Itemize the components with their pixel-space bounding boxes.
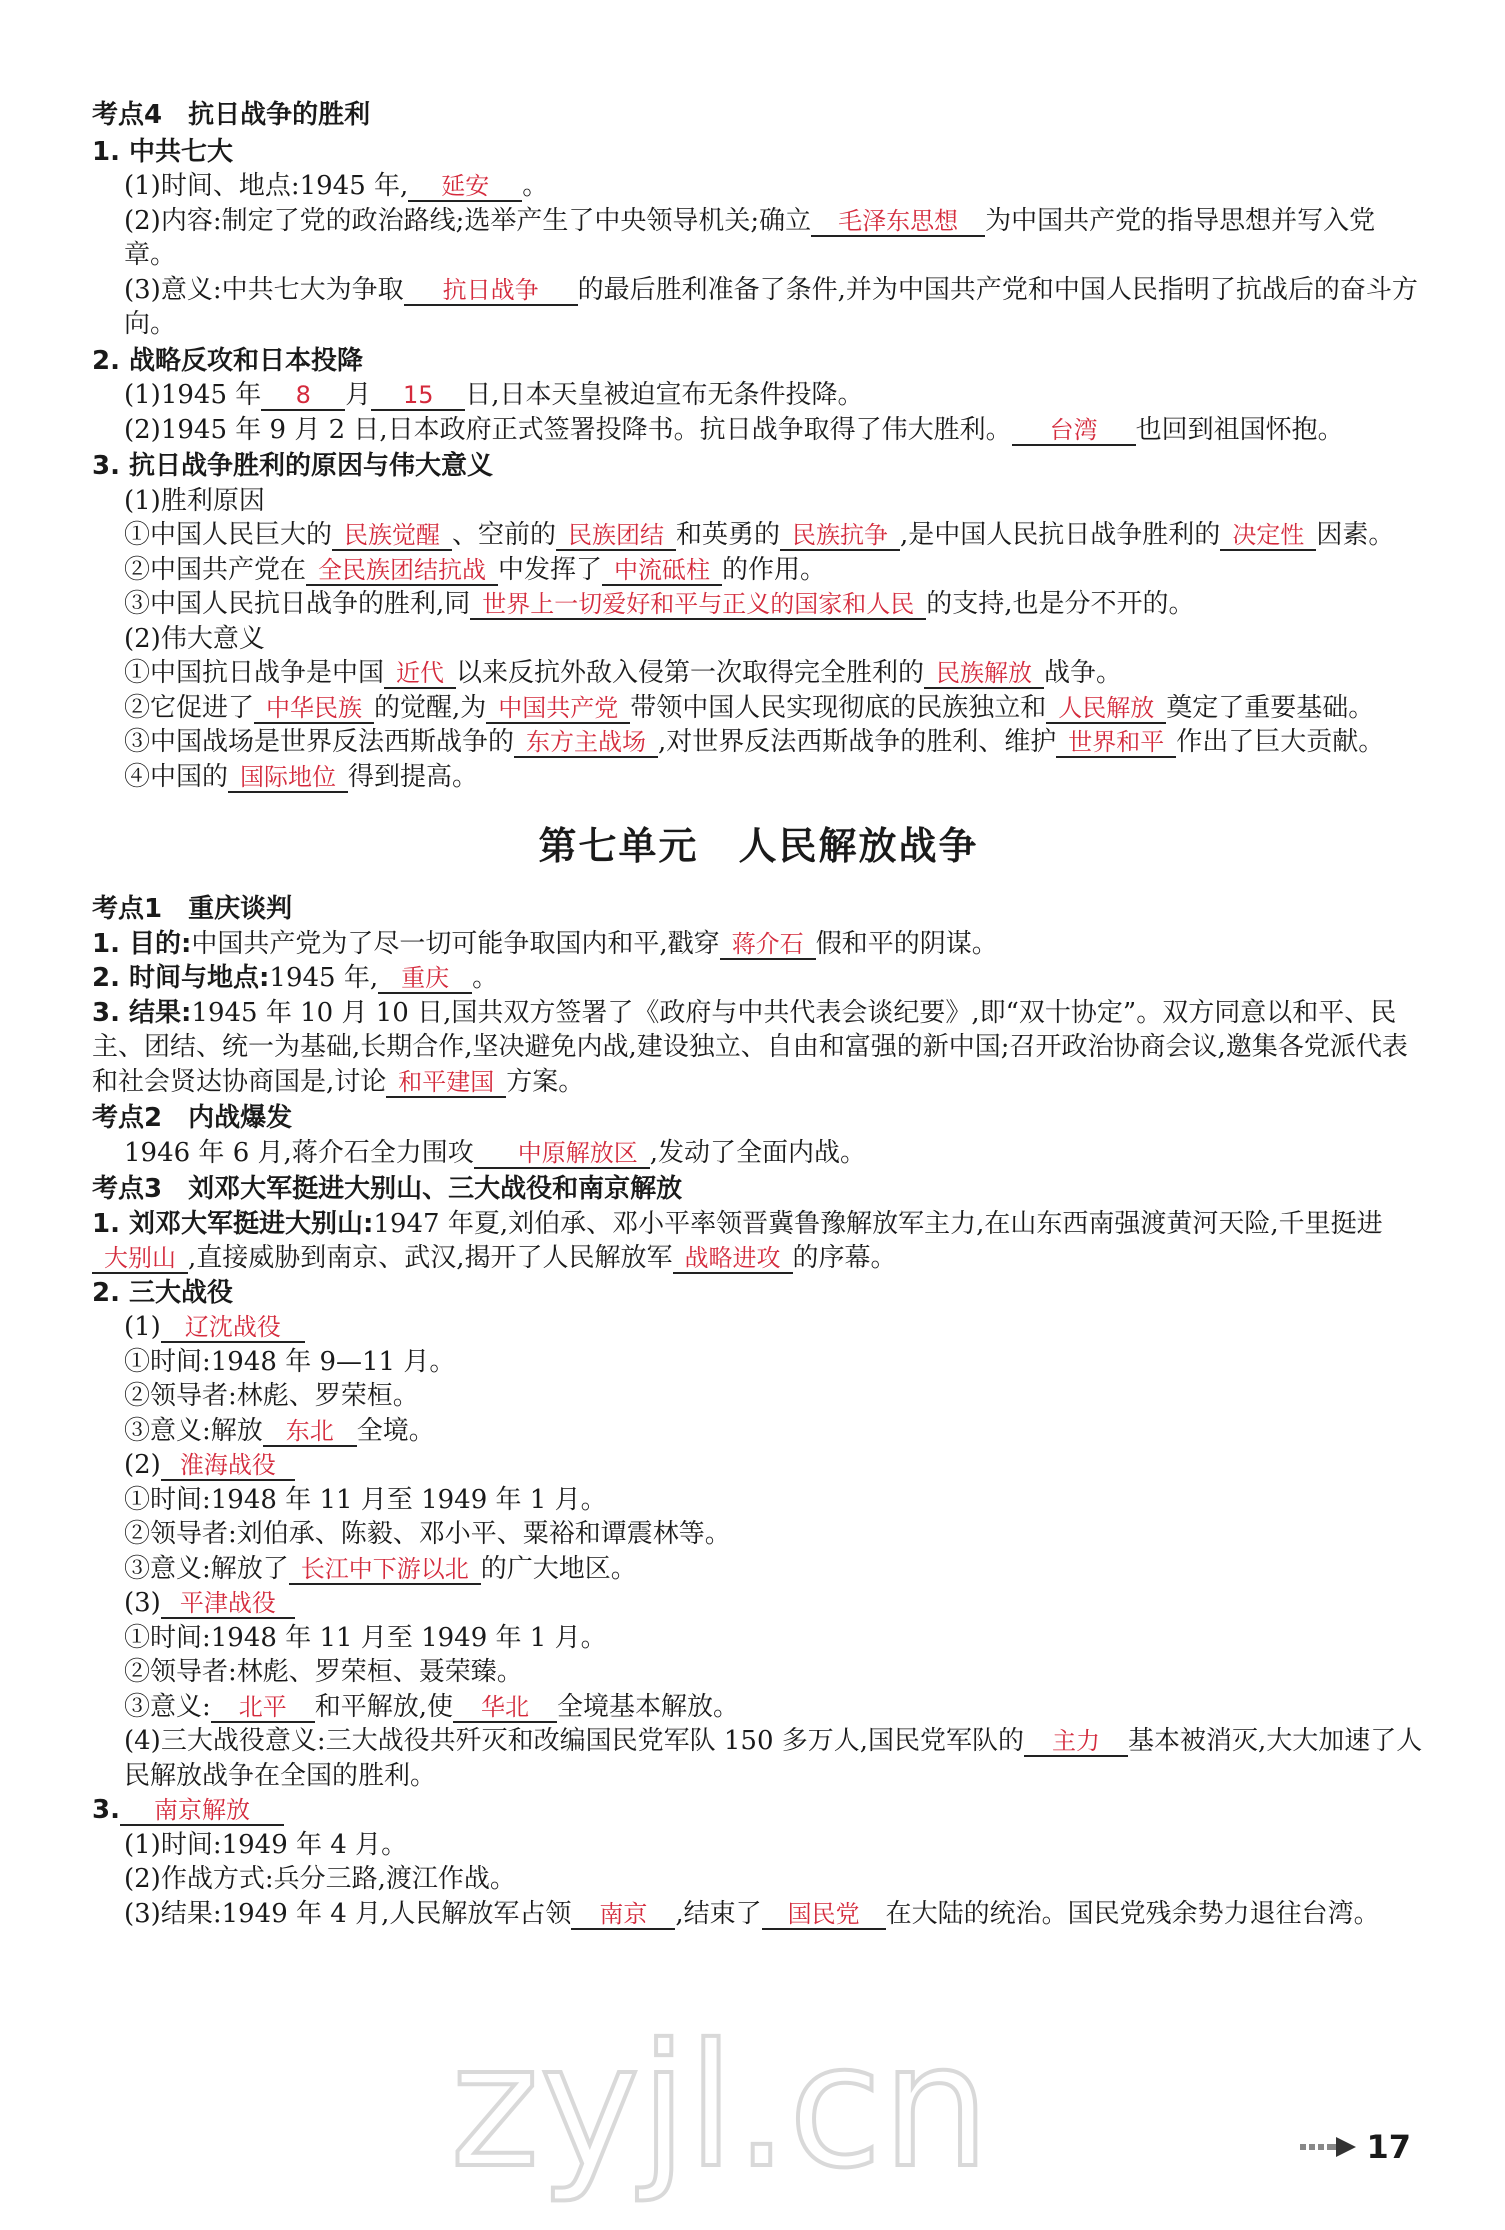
answer-blank: 民族解放 [924,659,1044,689]
answer-blank: 北平 [211,1693,315,1723]
text: 战争。 [1044,658,1123,688]
text: 因素。 [1316,520,1395,550]
text: 。 [472,963,499,993]
label: 2. 时间与地点: [92,963,270,993]
paragraph [92,413,1425,448]
text: (3)结果:1949 年 4 月,人民解放军占领 [124,1898,572,1929]
paragraph [92,996,1425,1100]
paragraph: ②领导者:林彪、罗荣桓、聂荣臻。 [124,1657,523,1687]
section-heading-u2: 考点2 内战爆发 [92,1103,293,1133]
item-heading: 3. 抗日战争胜利的原因与伟大意义 [92,451,494,481]
paragraph [92,656,1425,691]
answer-blank: 全民族团结抗战 [306,556,498,586]
text: 中发挥了 [498,554,603,585]
subheading: (1)胜利原因 [124,485,265,516]
text: 的觉醒,为 [374,692,487,723]
paragraph [92,927,1425,962]
answer-blank: 世界上一切爱好和平与正义的国家和人民 [470,590,926,620]
item-heading: 2. 战略反攻和日本投降 [92,345,364,376]
text: 全境基本解放。 [557,1691,740,1722]
text: ③意义:解放 [124,1415,263,1446]
paragraph [92,760,1425,795]
paragraph: ①时间:1948 年 11 月至 1949 年 1 月。 [124,1622,607,1653]
paragraph [92,587,1425,622]
answer-blank: 东北 [263,1417,357,1447]
subheading: (2)伟大意义 [124,623,265,654]
text: ③中国人民抗日战争的胜利,同 [124,589,471,619]
page-number [1300,2128,1411,2166]
answer-blank: 重庆 [378,964,472,994]
text: 的作用。 [722,554,827,585]
answer-blank: 世界和平 [1056,728,1176,758]
paragraph [92,518,1425,553]
answer-blank: 8 [261,381,345,411]
text: 日,日本天皇被迫宣布无条件投降。 [465,380,864,410]
answer-blank: 决定性 [1220,521,1316,551]
text: 和英勇的 [676,520,781,550]
text: ①中国抗日战争是中国 [124,658,385,688]
text: (3)意义:中共七大为争取 [124,274,404,305]
text: 、空前的 [452,520,557,550]
text: 的最后胜利准备了条件,并为中国共产党和中国人民指明了抗战后的奋斗方向。 [124,274,1418,339]
unit-name: 人民解放战争 [738,824,979,868]
answer-blank: 国民党 [762,1900,886,1930]
label: 3. [92,1795,120,1825]
text: 月 [345,380,372,410]
section-heading-u3: 考点3 刘邓大军挺进大别山、三大战役和南京解放 [92,1174,683,1204]
answer-blank: 淮海战役 [161,1451,295,1481]
text: 得到提高。 [348,761,479,792]
text: ③意义:解放了 [124,1553,289,1584]
answer-blank: 中原解放区 [474,1139,650,1169]
answer-blank: 南京 [571,1900,675,1930]
text: 1945 年 10 月 10 日,国共双方签署了《政府与中共代表会谈纪要》,即“双十协定”。双方同意以和平、民主、团结、统一为基础,长期合作,坚决避免内战,建设独立、自由和富强的新中国;召开政治协商会议,邀集各党派代表和社会贤达协商国是,讨论 [92,997,1408,1097]
text: (1)时间、地点:1945 年, [124,171,409,201]
campaign-heading [92,1448,1425,1483]
text: ,结束了 [675,1898,762,1929]
paragraph [92,1552,1425,1587]
item-heading [92,1793,1425,1828]
answer-blank: 抗日战争 [404,276,578,306]
paragraph [92,691,1425,726]
text: 。 [522,171,549,201]
answer-blank: 和平建国 [386,1068,506,1098]
text: 假和平的阴谋。 [815,928,998,959]
answer-blank: 平津战役 [161,1589,295,1619]
answer-blank: 台湾 [1012,416,1136,446]
paragraph: ①时间:1948 年 9—11 月。 [124,1346,456,1377]
answer-blank: 民族觉醒 [332,521,452,551]
paragraph: (1)时间:1949 年 4 月。 [124,1829,408,1860]
answer-blank: 中流砥柱 [602,556,722,586]
label: 1. 刘邓大军挺进大别山: [92,1208,374,1239]
text: (1)1945 年 [124,380,262,410]
paragraph: ②领导者:刘伯承、陈毅、邓小平、粟裕和谭震林等。 [124,1519,731,1549]
text: (3) [124,1588,161,1618]
text: (1) [124,1312,161,1342]
paragraph: ①时间:1948 年 11 月至 1949 年 1 月。 [124,1484,607,1515]
answer-blank: 主力 [1024,1727,1128,1757]
answer-blank: 华北 [453,1693,557,1723]
answer-blank: 国际地位 [228,763,348,793]
answer-blank: 民族抗争 [780,521,900,551]
paragraph [92,1136,1425,1171]
paragraph [92,553,1425,588]
arrow-icon [1300,2136,1358,2158]
answer-blank: 15 [371,381,465,411]
answer-blank: 南京解放 [120,1796,284,1826]
item-heading: 1. 中共七大 [92,136,234,167]
answer-blank: 人民解放 [1046,694,1166,724]
answer-blank: 近代 [384,659,456,689]
answer-blank: 大别山 [92,1244,188,1274]
answer-blank: 中国共产党 [486,694,630,724]
text: 作出了巨大贡献。 [1176,727,1385,757]
text: 的序幕。 [792,1243,897,1273]
text: ④中国的 [124,761,229,792]
text: 和平解放,使 [314,1691,454,1722]
text: (2)内容:制定了党的政治路线;选举产生了中央领导机关;确立 [124,205,812,236]
text: 1946 年 6 月,蒋介石全力围攻 [124,1137,474,1168]
campaign-heading [92,1586,1425,1621]
paragraph [92,961,1425,996]
text: 为中国共产党的指导思想并写入党章。 [124,205,1376,270]
label: 1. 目的: [92,928,192,959]
text: ,发动了全面内战。 [649,1137,867,1168]
answer-blank: 蒋介石 [720,930,816,960]
text: 也回到祖国怀抱。 [1135,414,1344,445]
text: 中国共产党为了尽一切可能争取国内和平,戳穿 [191,928,720,959]
answer-blank: 长江中下游以北 [289,1555,481,1585]
text: ③意义: [124,1691,211,1722]
text: ①中国人民巨大的 [124,520,333,550]
text: 1945 年, [269,963,379,993]
text: ②它促进了 [124,692,255,723]
section-heading-u1: 考点1 重庆谈判 [92,894,293,924]
paragraph [92,1414,1425,1449]
text: 以来反抗外敌入侵第一次取得完全胜利的 [456,658,925,688]
unit-title [92,820,1425,872]
text: 基本被消灭,大大加速了人民解放战争在全国的胜利。 [124,1726,1423,1791]
answer-blank: 中华民族 [254,694,374,724]
paragraph [92,169,1425,204]
section-heading-s4: 考点4 抗日战争的胜利 [92,100,371,130]
text: ,是中国人民抗日战争胜利的 [900,520,1221,550]
unit-number: 第七单元 [538,824,699,868]
watermark-text: zyjl.cn [450,2008,990,2206]
campaign-heading [92,1310,1425,1345]
text: 全境。 [356,1415,435,1446]
paragraph [92,1207,1425,1276]
answer-blank: 民族团结 [556,521,676,551]
text: 奠定了重要基础。 [1166,692,1375,723]
text: (2) [124,1450,161,1480]
page-number-text: 17 [1366,2128,1411,2166]
text: ②中国共产党在 [124,554,307,585]
paragraph [92,1724,1425,1793]
answer-blank: 毛泽东思想 [811,207,985,237]
item-heading: 2. 三大战役 [92,1277,234,1308]
text: ,对世界反法西斯战争的胜利、维护 [658,727,1057,757]
paragraph [92,204,1425,273]
label: 3. 结果: [92,997,192,1028]
text: 的广大地区。 [480,1553,637,1584]
paragraph [92,378,1425,413]
paragraph [92,725,1425,760]
answer-blank: 延安 [408,172,522,202]
answer-blank: 东方主战场 [514,728,658,758]
text: 在大陆的统治。国民党残余势力退往台湾。 [885,1898,1380,1929]
text: 1947 年夏,刘伯承、邓小平率领晋冀鲁豫解放军主力,在山东西南强渡黄河天险,千里挺进 [373,1208,1383,1239]
text: ,直接威胁到南京、武汉,揭开了人民解放军 [188,1243,673,1273]
text: 的支持,也是分不开的。 [926,589,1195,619]
paragraph: ②领导者:林彪、罗荣桓。 [124,1381,419,1411]
text: 方案。 [506,1066,585,1097]
paragraph [92,1690,1425,1725]
text: (4)三大战役意义:三大战役共歼灭和改编国民党军队 150 多万人,国民党军队的 [124,1726,1025,1756]
text: (2)1945 年 9 月 2 日,日本政府正式签署投降书。抗日战争取得了伟大胜利。 [124,414,1012,445]
answer-blank: 辽沈战役 [161,1313,305,1343]
paragraph [92,273,1425,342]
text: ③中国战场是世界反法西斯战争的 [124,727,515,757]
answer-blank: 战略进攻 [673,1244,793,1274]
paragraph [92,1897,1425,1932]
paragraph: (2)作战方式:兵分三路,渡江作战。 [124,1864,516,1894]
text: 带领中国人民实现彻底的民族独立和 [630,692,1047,723]
